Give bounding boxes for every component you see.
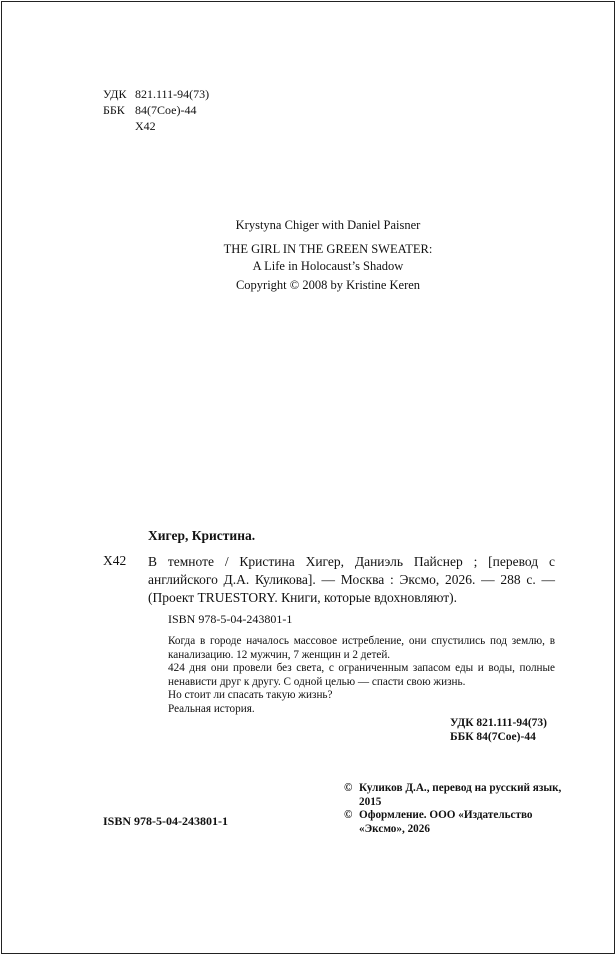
udk-label: УДК bbox=[103, 87, 127, 101]
original-title-line-1: THE GIRL IN THE GREEN SWEATER: bbox=[223, 242, 433, 256]
bbk-label: ББК bbox=[103, 103, 125, 117]
copyright-text: Куликов Д.А., перевод на русский язык, 2015 bbox=[359, 782, 562, 808]
author-heading: Хигер, Кристина. bbox=[148, 528, 256, 543]
annotation-paragraph: Реальная история. bbox=[168, 702, 255, 715]
annotation-paragraph: Но стоит ли спасать такую жизнь? bbox=[168, 689, 333, 702]
bbk-value: 84(7Сое)-44 bbox=[135, 103, 197, 117]
copyright-translation bbox=[344, 782, 564, 809]
annotation-paragraph: 424 дня они провели без света, с ограниченным запасом еды и воды, полные ненависти друг к другу. С одной целью — спасти свою жизнь. bbox=[168, 662, 555, 688]
copyright-design bbox=[344, 809, 564, 836]
bbk-bottom: ББК 84(7Сое)-44 bbox=[450, 731, 536, 743]
original-copyright: Copyright © 2008 by Kristine Keren bbox=[235, 278, 421, 292]
author-code-row bbox=[103, 118, 209, 134]
isbn-record: ISBN 978-5-04-243801-1 bbox=[168, 612, 293, 626]
udk-value: 821.111-94(73) bbox=[135, 87, 210, 101]
imprint-page bbox=[1, 1, 615, 954]
copyright-notices bbox=[344, 782, 564, 836]
classification-block-top bbox=[103, 86, 209, 134]
author-code: Х42 bbox=[103, 553, 127, 568]
udk-row bbox=[103, 86, 209, 102]
udk-bottom: УДК 821.111-94(73) bbox=[450, 717, 547, 729]
copyright-text: Оформление. ООО «Издательство «Эксмо», 2026 bbox=[359, 809, 533, 835]
book-description: В темноте / Кристина Хигер, Даниэль Пайснер ; [перевод с английского Д.А. Куликова]. — Москва : Эксмо, 2026. — 288 с. — (Проект TRUESTORY. Книги, которые вдохновляют). bbox=[148, 554, 555, 605]
annotation-paragraph: Когда в городе началось массовое истребление, они спустились под землю, в канализацию. 12 мужчин, 7 женщин и 2 детей. bbox=[168, 635, 555, 661]
author-code-top: Х42 bbox=[135, 119, 156, 133]
copyright-symbol: © bbox=[344, 782, 353, 794]
original-author: Krystyna Chiger with Daniel Paisner bbox=[235, 218, 421, 232]
isbn-bottom: ISBN 978-5-04-243801-1 bbox=[103, 814, 228, 828]
copyright-symbol: © bbox=[344, 809, 353, 822]
classification-block-bottom bbox=[450, 716, 547, 744]
original-title bbox=[2, 241, 615, 275]
bbk-row bbox=[103, 102, 209, 118]
annotation bbox=[168, 635, 555, 717]
original-title-line-2: A Life in Holocaust’s Shadow bbox=[252, 259, 404, 273]
